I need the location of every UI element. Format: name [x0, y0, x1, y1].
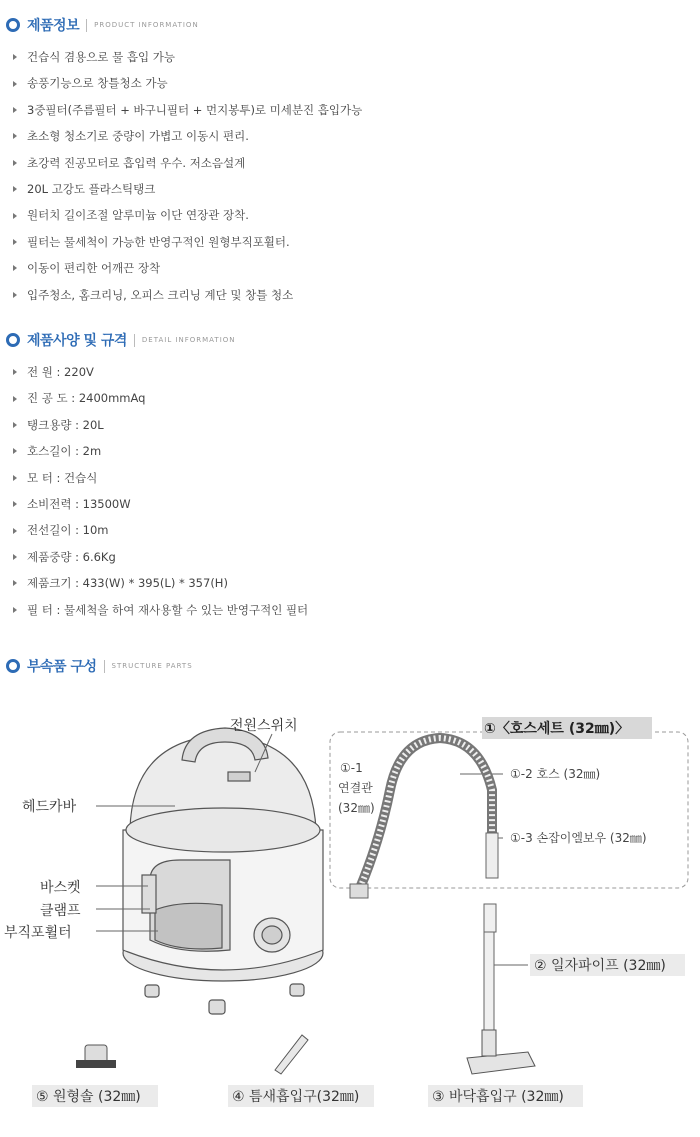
spec-item: 진 공 도 : 2400mmAq — [10, 385, 308, 411]
label-head-cover: 헤드카바 — [22, 799, 77, 815]
floor-nozzle-illustration — [467, 1030, 535, 1074]
section-subtitle: PRODUCT INFORMATION — [94, 21, 199, 29]
label-round-brush: ⑤ 원형솔 (32㎜) — [36, 1089, 141, 1105]
section-subtitle: DETAIL INFORMATION — [141, 336, 236, 344]
list-item: 초강력 진공모터로 흡입력 우수. 저소음설계 — [10, 150, 362, 176]
label-hose: ①-2 호스 (32㎜) — [510, 767, 601, 781]
arrow-bullet-icon — [13, 448, 17, 454]
spec-item: 필 터 : 물세척을 하여 재사용할 수 있는 반영구적인 필터 — [10, 597, 308, 623]
spec-item: 소비전력 : 13500W — [10, 491, 308, 517]
label-handle-elbow: ①-3 손잡이엘보우 (32㎜) — [510, 831, 647, 845]
section-title: 제품정보 — [27, 18, 80, 34]
label-floor-nozzle: ③ 바닥흡입구 (32㎜) — [432, 1089, 564, 1105]
label-clamp: 클램프 — [40, 903, 81, 919]
spec-item: 제품중량 : 6.6Kg — [10, 544, 308, 570]
crevice-nozzle-illustration — [275, 1035, 308, 1074]
arrow-bullet-icon — [13, 292, 17, 298]
list-item: 이동이 편리한 어깨끈 장착 — [10, 255, 362, 281]
product-info-header — [6, 14, 199, 36]
spec-item: 전 원 : 220V — [10, 359, 308, 385]
list-item: 송풍기능으로 창틀청소 가능 — [10, 70, 362, 96]
list-item: 필터는 물세척이 가능한 반영구적인 원형부직포휠터. — [10, 229, 362, 255]
arrow-bullet-icon — [13, 528, 17, 534]
spec-item: 제품크기 : 433(W) * 395(L) * 357(H) — [10, 570, 308, 596]
arrow-bullet-icon — [13, 554, 17, 560]
arrow-bullet-icon — [13, 422, 17, 428]
label-connector-name: 연결관 — [338, 781, 373, 795]
label-power-switch: 전원스위치 — [230, 718, 298, 734]
list-item: 3중필터(주름필터 + 바구니필터 + 먼지봉투)로 미세분진 흡입가능 — [10, 97, 362, 123]
spec-item: 전선길이 : 10m — [10, 517, 308, 543]
hose-illustration — [350, 738, 498, 898]
section-title: 제품사양 및 규격 — [27, 333, 127, 349]
list-item: 20L 고강도 플라스틱탱크 — [10, 176, 362, 202]
arrow-bullet-icon — [13, 475, 17, 481]
parts-diagram — [0, 690, 700, 1137]
circle-bullet-icon — [6, 333, 20, 347]
arrow-bullet-icon — [13, 369, 17, 375]
arrow-bullet-icon — [13, 133, 17, 139]
round-brush-illustration — [76, 1045, 116, 1068]
specs-list — [10, 359, 308, 623]
section-subtitle: STRUCTURE PARTS — [111, 662, 193, 670]
divider — [86, 19, 87, 32]
arrow-bullet-icon — [13, 239, 17, 245]
list-item: 건습식 겸용으로 물 흡입 가능 — [10, 44, 362, 70]
arrow-bullet-icon — [13, 54, 17, 60]
circle-bullet-icon — [6, 18, 20, 32]
list-item: 원터치 길이조절 알루미늄 이단 연장관 장착. — [10, 202, 362, 228]
vacuum-cleaner-illustration — [123, 728, 323, 1014]
arrow-bullet-icon — [13, 580, 17, 586]
section-title: 부속품 구성 — [27, 659, 97, 675]
arrow-bullet-icon — [13, 186, 17, 192]
list-item: 입주청소, 홈크리닝, 오피스 크리닝 계단 및 창틀 청소 — [10, 282, 362, 308]
label-filter: 부직포휠터 — [4, 925, 72, 941]
arrow-bullet-icon — [13, 396, 17, 402]
arrow-bullet-icon — [13, 501, 17, 507]
arrow-bullet-icon — [13, 607, 17, 613]
divider — [104, 660, 105, 673]
circle-bullet-icon — [6, 659, 20, 673]
label-crevice-nozzle: ④ 틈새흡입구(32㎜) — [232, 1089, 360, 1105]
arrow-bullet-icon — [13, 107, 17, 113]
spec-item: 호스길이 : 2m — [10, 438, 308, 464]
label-hose-set: ①〈호스세트 (32㎜)〉 — [484, 721, 630, 737]
arrow-bullet-icon — [13, 265, 17, 271]
arrow-bullet-icon — [13, 81, 17, 87]
specs-header — [6, 329, 236, 351]
arrow-bullet-icon — [13, 213, 17, 219]
label-connector-num: ①-1 — [340, 761, 363, 775]
spec-item: 탱크용량 : 20L — [10, 412, 308, 438]
arrow-bullet-icon — [13, 160, 17, 166]
label-basket: 바스켓 — [40, 880, 81, 896]
parts-header — [6, 655, 193, 677]
straight-pipe-illustration — [484, 904, 496, 1042]
list-item: 초소형 청소기로 중량이 가볍고 이동시 편리. — [10, 123, 362, 149]
divider — [134, 334, 135, 347]
spec-item: 모 터 : 건습식 — [10, 465, 308, 491]
label-connector-size: (32㎜) — [338, 801, 375, 815]
product-info-list — [10, 44, 362, 308]
label-straight-pipe: ② 일자파이프 (32㎜) — [534, 958, 666, 974]
